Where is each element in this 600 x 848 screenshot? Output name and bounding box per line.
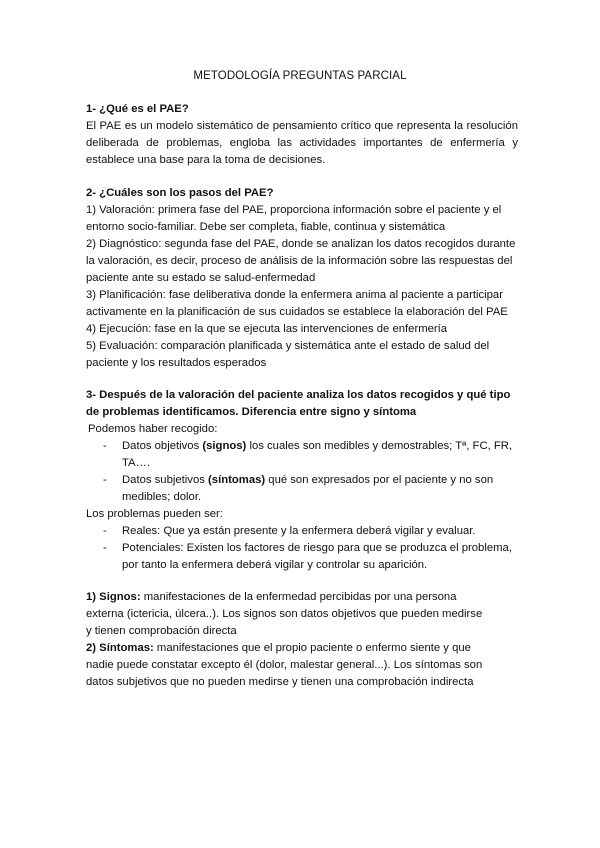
definition-term: 2) Síntomas:: [86, 642, 154, 654]
data-intro: Podemos haber recogido:: [88, 423, 218, 435]
list-item: [86, 438, 518, 472]
page-title: METODOLOGÍA PREGUNTAS PARCIAL: [193, 70, 407, 82]
question-2: [86, 185, 518, 372]
step-ejecucion: 4) Ejecución: fase en la que se ejecuta las intervenciones de enfermería: [86, 323, 448, 335]
question-3-heading: 3- Después de la valoración del paciente analiza los datos recogidos y qué tipo de problemas identificamos. Diferencia entre signo y síntoma: [86, 389, 511, 418]
definition-sintomas: [86, 640, 486, 691]
question-1-answer: El PAE es un modelo sistemático de pensamiento crítico que representa la resolución deliberada de problemas, engloba las actividades importantes de enfermería y establece una base para la toma de decisiones.: [86, 120, 518, 166]
question-1-heading: 1- ¿Qué es el PAE?: [86, 103, 189, 115]
list-item: - Potenciales: Existen los factores de riesgo para que se produzca el problema, por tanto la enfermera deberá vigilar y controlar su aparición.: [86, 540, 518, 574]
list-item: - Reales: Que ya están presente y la enfermera deberá vigilar y evaluar.: [86, 523, 518, 540]
problems-list: [86, 523, 518, 574]
list-item-text: Datos objetivos: [122, 440, 203, 452]
question-3: [86, 387, 518, 574]
list-item-term: (signos): [202, 440, 247, 452]
definition-signos: [86, 589, 486, 640]
problems-intro: Los problemas pueden ser:: [86, 508, 223, 520]
question-1: [86, 101, 518, 169]
definitions: [86, 589, 486, 691]
list-item-text: qué son expresados por el paciente y no son medibles; dolor.: [122, 474, 494, 503]
definition-text: manifestaciones de la enfermedad percibidas por una persona externa (ictericia, úlcera..). Los signos son datos objetivos que pueden medirse y tienen comprobación directa: [86, 591, 483, 637]
step-planificacion: 3) Planificación: fase deliberativa donde la enfermera anima al paciente a participar activamente en la planificación de sus cuidados se establece la elaboración del PAE: [86, 289, 508, 318]
data-list: [86, 438, 518, 506]
definition-text: manifestaciones que el propio paciente o enfermo siente y que nadie puede constatar excepto él (dolor, malestar general...). Los síntomas son datos subjetivos que no pueden medirse y tienen una comprobación indirecta: [86, 642, 483, 688]
definition-term: 1) Signos:: [86, 591, 141, 603]
step-evaluacion: 5) Evaluación: comparación planificada y sistemática ante el estado de salud del paciente y los resultados esperados: [86, 340, 490, 369]
step-valoracion: 1) Valoración: primera fase del PAE, proporciona información sobre el paciente y el entorno socio-familiar. Debe ser completa, fiable, continua y sistemática: [86, 204, 502, 233]
list-item-term: (síntomas): [208, 474, 266, 486]
question-2-heading: 2- ¿Cuáles son los pasos del PAE?: [86, 187, 274, 199]
list-item-text: los cuales son medibles y demostrables; Tª, FC, FR, TA….: [122, 440, 513, 469]
step-diagnostico: 2) Diagnóstico: segunda fase del PAE, donde se analizan los datos recogidos durante la valoración, es decir, proceso de análisis de la información sobre las respuestas del paciente ante su estado se salud-enfermedad: [86, 238, 516, 284]
list-item: [86, 472, 518, 506]
list-item-text: Datos subjetivos: [122, 474, 209, 486]
